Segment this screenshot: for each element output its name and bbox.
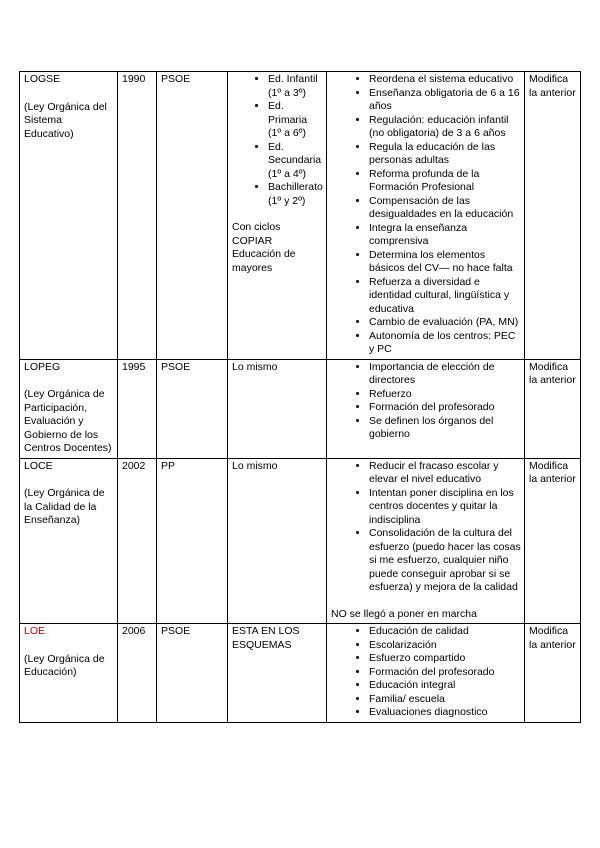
feature-item: • Regula la educación de las personas adultas [369,141,521,168]
features-cell [327,624,525,723]
party-cell: PSOE [157,359,228,458]
stage-item: • Bachillerato (1º y 2º) [268,181,323,208]
law-full-name: (Ley Orgánica de Participación, Evaluación y Gobierno de los Centros Docentes) [24,388,112,454]
education-laws-table [19,71,581,723]
law-acronym: LOE [24,625,46,637]
law-row-lopeg [20,359,581,458]
features-list [331,361,521,442]
effect-cell: Modifica la anterior [525,458,581,624]
feature-item: • Refuerza a diversidad e identidad cultural, lingüística y educativa [369,276,521,317]
stage-note: Con ciclos COPIAR Educación de mayores [232,221,296,274]
stage-note: Lo mismo [232,459,278,472]
stage-item: • Ed. Infantil (1º a 3º) [268,73,323,100]
law-full-name: (Ley Orgánica de la Calidad de la Enseñanza) [24,487,105,526]
feature-item: • Enseñanza obligatoria de 6 a 16 años [369,87,521,114]
stages-cell [228,624,327,723]
law-row-loe [20,624,581,723]
feature-item: • Evaluaciones diagnostico [369,706,521,720]
feature-item: • Educación de calidad [369,625,521,639]
year-cell: 2002 [118,458,157,624]
feature-item: • Reducir el fracaso escolar y elevar el nivel educativo [369,460,521,487]
features-cell [327,458,525,624]
law-cell [20,624,118,723]
feature-item: • Se definen los órganos del gobierno [369,415,521,442]
year-cell: 2006 [118,624,157,723]
law-cell [20,72,118,360]
feature-item: • Integra la enseñanza comprensiva [369,222,521,249]
stage-item: • Ed. Secundaria (1º a 4º) [268,141,323,182]
year-cell: 1995 [118,359,157,458]
feature-item: • Importancia de elección de directores [369,361,521,388]
feature-item: • Reforma profunda de la Formación Profesional [369,168,521,195]
law-full-name: (Ley Orgánica del Sistema Educativo) [24,100,107,140]
feature-item: • Educación integral [369,679,521,693]
features-list [331,73,521,357]
law-cell [20,458,118,624]
features-list [331,625,521,720]
stages-list [232,73,323,208]
party-cell: PP [157,458,228,624]
feature-item: • Intentan poner disciplina en los centros docentes y quitar la indisciplina [369,487,521,528]
feature-item: • Compensación de las desigualdades en la educación [369,195,521,222]
features-cell [327,72,525,360]
feature-item: • Regulación: educación infantil (no obligatoria) de 3 a 6 años [369,114,521,141]
stage-note: ESTA EN LOS ESQUEMAS [232,625,300,651]
features-cell [327,359,525,458]
stage-item: • Ed. Primaria (1º a 6º) [268,100,323,141]
law-cell [20,359,118,458]
effect-cell: Modifica la anterior [525,72,581,360]
feature-item: • Esfuerzo compartido [369,652,521,666]
law-acronym: LOGSE [24,73,61,85]
stage-note: Lo mismo [232,360,278,373]
feature-note: NO se llegó a poner en marcha [331,607,477,620]
party-cell: PSOE [157,72,228,360]
year-cell: 1990 [118,72,157,360]
feature-item: • Familia/ escuela [369,693,521,707]
law-acronym: LOPEG [24,360,61,373]
feature-item: • Formación del profesorado [369,666,521,680]
feature-item: • Reordena el sistema educativo [369,73,521,87]
law-row-logse [20,72,581,360]
stages-cell [228,72,327,360]
feature-item: • Formación del profesorado [369,401,521,415]
feature-item: • Cambio de evaluación (PA, MN) [369,316,521,330]
law-full-name: (Ley Orgánica de Educación) [24,652,105,678]
law-row-loce [20,458,581,624]
features-list [331,460,521,595]
law-acronym: LOCE [24,459,53,472]
stages-cell [228,458,327,624]
feature-item: • Refuerzo [369,388,521,402]
effect-cell: Modifica la anterior [525,359,581,458]
effect-cell: Modifica la anterior [525,624,581,723]
feature-item: • Consolidación de la cultura del esfuerzo (puedo hacer las cosas si me esfuerzo, cualquier niño puede conseguir aprobar si se esfuerza) y mejora de la calidad [369,527,521,595]
feature-item: • Escolarización [369,639,521,653]
party-cell: PSOE [157,624,228,723]
feature-item: • Autonomía de los centros: PEC y PC [369,330,521,357]
stages-cell [228,359,327,458]
feature-item: • Determina los elementos básicos del CV— no hace falta [369,249,521,276]
